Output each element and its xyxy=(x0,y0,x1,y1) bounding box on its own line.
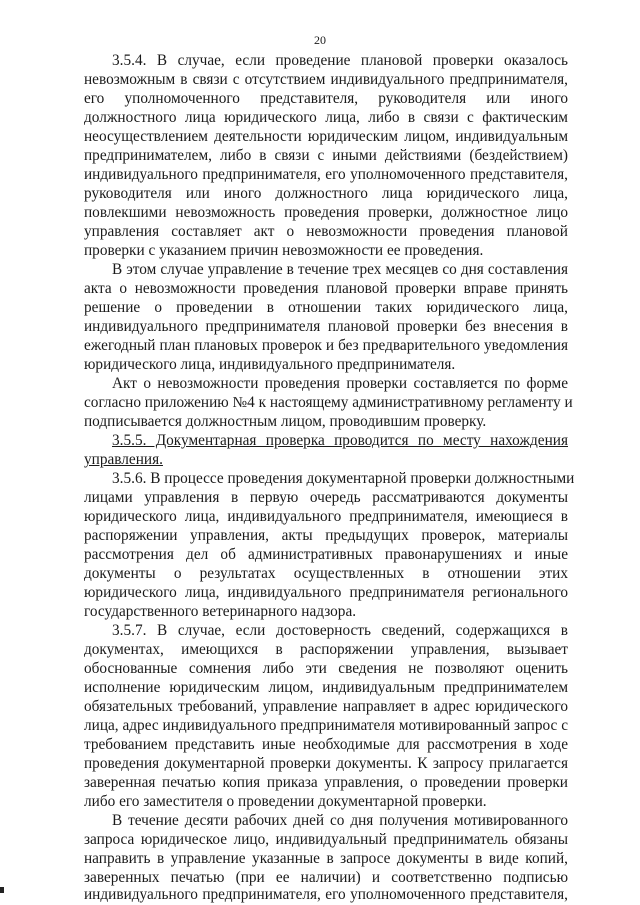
text-line: управления составляет акт о невозможности проведения плановой xyxy=(84,223,568,240)
text-line: государственного ветеринарного надзора. xyxy=(84,603,357,620)
text-line: проведения документарной проверки документы. К запросу прилагается xyxy=(84,755,568,772)
text-line: неосуществлением деятельности юридическим лицом, индивидуальным xyxy=(84,128,568,145)
scan-edge-mark xyxy=(0,887,4,893)
text-line-underlined: управления. xyxy=(84,451,163,468)
text-line-underlined: 3.5.5. Документарная проверка проводится по месту нахождения xyxy=(112,432,568,449)
text-line: индивидуального предпринимателя, его уполномоченного представителя, xyxy=(84,886,568,903)
text-line: документах, имеющихся в распоряжении управления, вызывает xyxy=(84,641,568,658)
text-line: документы о результатах осуществленных в отношении этих xyxy=(84,565,568,582)
text-line: распоряжении управления, акты предыдущих проверок, материалы xyxy=(84,527,568,544)
text-line: Акт о невозможности проведения проверки составляется по форме xyxy=(112,375,568,392)
text-line: должностного лица юридического лица, либо в связи с фактическим xyxy=(84,109,568,126)
text-line: В течение десяти рабочих дней со дня получения мотивированного xyxy=(112,812,568,829)
text-line: решение о проведении в отношении таких юридического лица, xyxy=(84,299,568,316)
text-line: предпринимателем, либо в связи с иными действиями (бездействием) xyxy=(84,147,568,164)
text-line: 3.5.7. В случае, если достоверность сведений, содержащихся в xyxy=(112,622,568,639)
text-line: заверенная печатью копия приказа управления, о проведении проверки xyxy=(84,774,568,791)
text-line: индивидуального предпринимателя, его уполномоченного представителя, xyxy=(84,166,568,183)
page-number: 20 xyxy=(314,33,326,47)
text-line: лица, адрес индивидуального предпринимателя мотивированный запрос с xyxy=(84,717,568,734)
text-line: акта о невозможности проведения плановой проверки вправе принять xyxy=(84,280,568,297)
text-line: подписывается должностным лицом, проводившим проверку. xyxy=(84,413,487,430)
text-line: обоснованные сомнения либо эти сведения не позволяют оценить xyxy=(84,660,568,677)
text-line: юридического лица, индивидуального предпринимателя. xyxy=(84,356,456,373)
text-line: его уполномоченного представителя, руководителя или иного xyxy=(84,90,568,107)
text-line: рассмотрения дел об административных правонарушениях и иные xyxy=(84,546,568,563)
text-line: обязательных требований, управление направляет в адрес юридического xyxy=(84,698,568,715)
text-line: юридического лица, индивидуального предпринимателя, имеющиеся в xyxy=(84,508,568,525)
text-line: либо его заместителя о проведении документарной проверки. xyxy=(84,793,487,810)
text-line: заверенных печатью (при ее наличии) и соответственно подписью xyxy=(84,869,568,886)
text-line: запроса юридическое лицо, индивидуальный предприниматель обязаны xyxy=(84,831,568,848)
text-line: 3.5.4. В случае, если проведение плановой проверки оказалось xyxy=(112,52,568,69)
text-line: лицами управления в первую очередь рассматриваются документы xyxy=(84,489,568,506)
text-line: повлекшими невозможность проведения проверки, должностное лицо xyxy=(84,204,568,221)
text-line: индивидуального предпринимателя плановой проверки без внесения в xyxy=(84,318,568,335)
text-line: ежегодный план плановых проверок и без предварительного уведомления xyxy=(84,337,568,354)
text-line: проверки с указанием причин невозможности ее проведения. xyxy=(84,242,484,259)
text-line: направить в управление указанные в запросе документы в виде копий, xyxy=(84,850,568,867)
text-line: требованием представить иные необходимые для рассмотрения в ходе xyxy=(84,736,568,753)
text-line: согласно приложению №4 к настоящему административному регламенту и xyxy=(84,394,573,411)
text-line: юридического лица, индивидуального предпринимателя регионального xyxy=(84,584,568,601)
text-line: В этом случае управление в течение трех месяцев со дня составления xyxy=(112,261,568,278)
text-line: исполнение юридическим лицом, индивидуальным предпринимателем xyxy=(84,679,568,696)
text-line: невозможным в связи с отсутствием индивидуального предпринимателя, xyxy=(84,71,568,88)
text-line: 3.5.6. В процессе проведения документарной проверки должностными xyxy=(112,470,575,487)
text-line: руководителя или иного должностного лица юридического лица, xyxy=(84,185,568,202)
